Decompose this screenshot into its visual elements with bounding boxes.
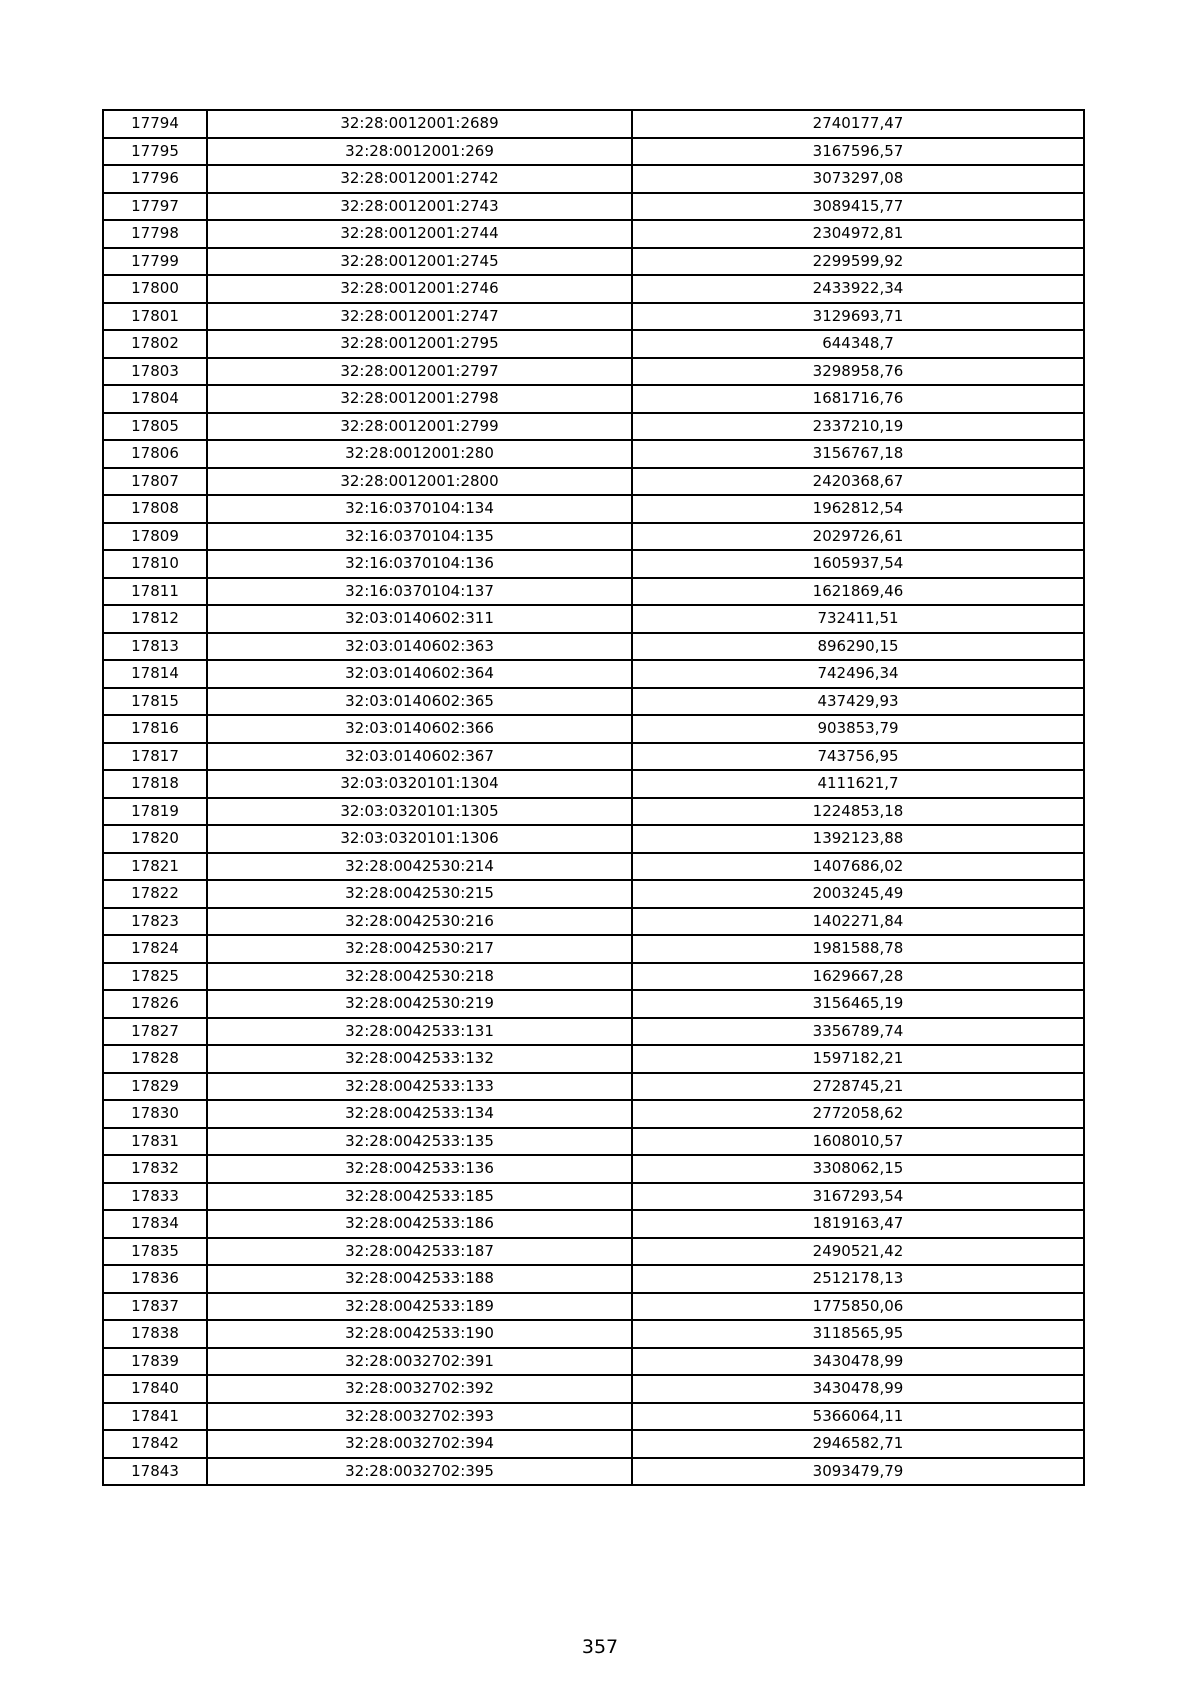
- cadastral-number-cell: 32:03:0140602:365: [207, 688, 632, 716]
- row-number-cell: 17835: [103, 1238, 207, 1266]
- table-row: [103, 660, 1084, 688]
- cadastral-number-cell: 32:16:0370104:134: [207, 495, 632, 523]
- cadastral-value-cell: 3156465,19: [632, 990, 1084, 1018]
- cadastral-number-cell: 32:28:0012001:2746: [207, 275, 632, 303]
- row-number-cell: 17832: [103, 1155, 207, 1183]
- cadastral-value-cell: 3129693,71: [632, 303, 1084, 331]
- cadastral-value-cell: 1608010,57: [632, 1128, 1084, 1156]
- row-number-cell: 17825: [103, 963, 207, 991]
- cadastral-value-cell: 1392123,88: [632, 825, 1084, 853]
- row-number-cell: 17797: [103, 193, 207, 221]
- cadastral-value-cell: 1681716,76: [632, 385, 1084, 413]
- row-number-cell: 17836: [103, 1265, 207, 1293]
- cadastral-value-cell: 3089415,77: [632, 193, 1084, 221]
- table-row: [103, 1073, 1084, 1101]
- row-number-cell: 17796: [103, 165, 207, 193]
- cadastral-value-cell: 2003245,49: [632, 880, 1084, 908]
- cadastral-value-cell: 2337210,19: [632, 413, 1084, 441]
- cadastral-number-cell: 32:28:0012001:280: [207, 440, 632, 468]
- cadastral-number-cell: 32:03:0140602:366: [207, 715, 632, 743]
- cadastral-value-cell: 4111621,7: [632, 770, 1084, 798]
- row-number-cell: 17812: [103, 605, 207, 633]
- row-number-cell: 17805: [103, 413, 207, 441]
- cadastral-number-cell: 32:28:0012001:2800: [207, 468, 632, 496]
- cadastral-value-cell: 2299599,92: [632, 248, 1084, 276]
- table-row: [103, 990, 1084, 1018]
- row-number-cell: 17798: [103, 220, 207, 248]
- row-number-cell: 17800: [103, 275, 207, 303]
- cadastral-number-cell: 32:16:0370104:137: [207, 578, 632, 606]
- table-row: [103, 605, 1084, 633]
- cadastral-value-cell: 3308062,15: [632, 1155, 1084, 1183]
- cadastral-value-cell: 1407686,02: [632, 853, 1084, 881]
- row-number-cell: 17813: [103, 633, 207, 661]
- row-number-cell: 17821: [103, 853, 207, 881]
- row-number-cell: 17841: [103, 1403, 207, 1431]
- row-number-cell: 17823: [103, 908, 207, 936]
- cadastral-number-cell: 32:28:0042533:133: [207, 1073, 632, 1101]
- row-number-cell: 17815: [103, 688, 207, 716]
- cadastral-number-cell: 32:28:0012001:2743: [207, 193, 632, 221]
- table-row: [103, 935, 1084, 963]
- table-row: [103, 193, 1084, 221]
- row-number-cell: 17802: [103, 330, 207, 358]
- cadastral-number-cell: 32:28:0012001:2747: [207, 303, 632, 331]
- table-row: [103, 1183, 1084, 1211]
- table-row: [103, 385, 1084, 413]
- cadastral-value-cell: 2420368,67: [632, 468, 1084, 496]
- row-number-cell: 17838: [103, 1320, 207, 1348]
- cadastral-value-cell: 3118565,95: [632, 1320, 1084, 1348]
- table-row: [103, 413, 1084, 441]
- cadastral-value-cell: 437429,93: [632, 688, 1084, 716]
- table-row: [103, 1348, 1084, 1376]
- cadastral-number-cell: 32:28:0042533:131: [207, 1018, 632, 1046]
- row-number-cell: 17827: [103, 1018, 207, 1046]
- row-number-cell: 17828: [103, 1045, 207, 1073]
- cadastral-number-cell: 32:28:0012001:2689: [207, 110, 632, 138]
- row-number-cell: 17806: [103, 440, 207, 468]
- cadastral-number-cell: 32:28:0012001:2798: [207, 385, 632, 413]
- cadastral-value-cell: 896290,15: [632, 633, 1084, 661]
- cadastral-value-cell: 2490521,42: [632, 1238, 1084, 1266]
- cadastral-number-cell: 32:28:0042533:190: [207, 1320, 632, 1348]
- cadastral-number-cell: 32:28:0012001:2745: [207, 248, 632, 276]
- cadastral-number-cell: 32:28:0012001:269: [207, 138, 632, 166]
- table-row: [103, 1293, 1084, 1321]
- row-number-cell: 17820: [103, 825, 207, 853]
- row-number-cell: 17794: [103, 110, 207, 138]
- row-number-cell: 17795: [103, 138, 207, 166]
- cadastral-number-cell: 32:28:0032702:393: [207, 1403, 632, 1431]
- table-row: [103, 578, 1084, 606]
- cadastral-value-cell: 5366064,11: [632, 1403, 1084, 1431]
- table-row: [103, 880, 1084, 908]
- cadastral-value-cell: 2772058,62: [632, 1100, 1084, 1128]
- cadastral-value-cell: 903853,79: [632, 715, 1084, 743]
- cadastral-number-cell: 32:28:0042533:186: [207, 1210, 632, 1238]
- registry-table-container: [102, 109, 1083, 1486]
- row-number-cell: 17816: [103, 715, 207, 743]
- table-row: [103, 715, 1084, 743]
- cadastral-value-cell: 1629667,28: [632, 963, 1084, 991]
- table-row: [103, 468, 1084, 496]
- cadastral-number-cell: 32:28:0012001:2795: [207, 330, 632, 358]
- cadastral-value-cell: 743756,95: [632, 743, 1084, 771]
- row-number-cell: 17817: [103, 743, 207, 771]
- cadastral-number-cell: 32:28:0042533:135: [207, 1128, 632, 1156]
- cadastral-value-cell: 1597182,21: [632, 1045, 1084, 1073]
- cadastral-number-cell: 32:28:0032702:395: [207, 1458, 632, 1486]
- table-row: [103, 908, 1084, 936]
- row-number-cell: 17829: [103, 1073, 207, 1101]
- row-number-cell: 17819: [103, 798, 207, 826]
- cadastral-value-cell: 1224853,18: [632, 798, 1084, 826]
- row-number-cell: 17842: [103, 1430, 207, 1458]
- cadastral-number-cell: 32:28:0042533:134: [207, 1100, 632, 1128]
- cadastral-number-cell: 32:28:0042533:189: [207, 1293, 632, 1321]
- table-row: [103, 798, 1084, 826]
- cadastral-value-cell: 2512178,13: [632, 1265, 1084, 1293]
- cadastral-number-cell: 32:28:0042533:185: [207, 1183, 632, 1211]
- cadastral-value-cell: 1402271,84: [632, 908, 1084, 936]
- row-number-cell: 17833: [103, 1183, 207, 1211]
- row-number-cell: 17809: [103, 523, 207, 551]
- row-number-cell: 17808: [103, 495, 207, 523]
- cadastral-number-cell: 32:28:0042533:187: [207, 1238, 632, 1266]
- cadastral-number-cell: 32:28:0042530:214: [207, 853, 632, 881]
- table-row: [103, 1210, 1084, 1238]
- table-row: [103, 275, 1084, 303]
- table-row: [103, 770, 1084, 798]
- row-number-cell: 17814: [103, 660, 207, 688]
- cadastral-value-cell: 2304972,81: [632, 220, 1084, 248]
- cadastral-value-cell: 1819163,47: [632, 1210, 1084, 1238]
- cadastral-number-cell: 32:28:0032702:391: [207, 1348, 632, 1376]
- row-number-cell: 17831: [103, 1128, 207, 1156]
- table-row: [103, 220, 1084, 248]
- table-row: [103, 358, 1084, 386]
- table-row: [103, 1320, 1084, 1348]
- cadastral-number-cell: 32:03:0140602:363: [207, 633, 632, 661]
- row-number-cell: 17804: [103, 385, 207, 413]
- cadastral-value-cell: 3298958,76: [632, 358, 1084, 386]
- page-number: 357: [581, 1636, 619, 1658]
- row-number-cell: 17840: [103, 1375, 207, 1403]
- table-row: [103, 1128, 1084, 1156]
- cadastral-number-cell: 32:28:0042533:188: [207, 1265, 632, 1293]
- cadastral-number-cell: 32:28:0042530:219: [207, 990, 632, 1018]
- row-number-cell: 17824: [103, 935, 207, 963]
- table-row: [103, 303, 1084, 331]
- cadastral-value-cell: 1775850,06: [632, 1293, 1084, 1321]
- cadastral-value-cell: 1605937,54: [632, 550, 1084, 578]
- cadastral-number-cell: 32:28:0042533:132: [207, 1045, 632, 1073]
- cadastral-number-cell: 32:28:0012001:2742: [207, 165, 632, 193]
- cadastral-number-cell: 32:03:0140602:364: [207, 660, 632, 688]
- cadastral-value-cell: 3430478,99: [632, 1375, 1084, 1403]
- cadastral-value-cell: 3156767,18: [632, 440, 1084, 468]
- row-number-cell: 17837: [103, 1293, 207, 1321]
- table-row: [103, 523, 1084, 551]
- table-row: [103, 1238, 1084, 1266]
- table-row: [103, 138, 1084, 166]
- table-row: [103, 1375, 1084, 1403]
- table-row: [103, 633, 1084, 661]
- row-number-cell: 17807: [103, 468, 207, 496]
- row-number-cell: 17818: [103, 770, 207, 798]
- cadastral-value-cell: 2029726,61: [632, 523, 1084, 551]
- table-row: [103, 248, 1084, 276]
- cadastral-value-cell: 2728745,21: [632, 1073, 1084, 1101]
- cadastral-value-table: [102, 109, 1085, 1486]
- cadastral-number-cell: 32:03:0320101:1306: [207, 825, 632, 853]
- table-row: [103, 1045, 1084, 1073]
- row-number-cell: 17822: [103, 880, 207, 908]
- cadastral-number-cell: 32:16:0370104:136: [207, 550, 632, 578]
- row-number-cell: 17810: [103, 550, 207, 578]
- row-number-cell: 17843: [103, 1458, 207, 1486]
- cadastral-value-cell: 3073297,08: [632, 165, 1084, 193]
- row-number-cell: 17826: [103, 990, 207, 1018]
- cadastral-value-cell: 1621869,46: [632, 578, 1084, 606]
- cadastral-value-cell: 732411,51: [632, 605, 1084, 633]
- cadastral-value-cell: 2433922,34: [632, 275, 1084, 303]
- table-row: [103, 330, 1084, 358]
- row-number-cell: 17839: [103, 1348, 207, 1376]
- cadastral-number-cell: 32:28:0042533:136: [207, 1155, 632, 1183]
- cadastral-value-cell: 2740177,47: [632, 110, 1084, 138]
- row-number-cell: 17803: [103, 358, 207, 386]
- table-row: [103, 963, 1084, 991]
- cadastral-number-cell: 32:28:0042530:218: [207, 963, 632, 991]
- table-row: [103, 1100, 1084, 1128]
- cadastral-number-cell: 32:28:0032702:394: [207, 1430, 632, 1458]
- cadastral-value-cell: 2946582,71: [632, 1430, 1084, 1458]
- table-row: [103, 825, 1084, 853]
- table-row: [103, 110, 1084, 138]
- cadastral-value-cell: 1981588,78: [632, 935, 1084, 963]
- cadastral-value-cell: 742496,34: [632, 660, 1084, 688]
- table-row: [103, 853, 1084, 881]
- table-row: [103, 1430, 1084, 1458]
- cadastral-number-cell: 32:28:0042530:216: [207, 908, 632, 936]
- table-row: [103, 1155, 1084, 1183]
- row-number-cell: 17834: [103, 1210, 207, 1238]
- cadastral-value-cell: 3093479,79: [632, 1458, 1084, 1486]
- cadastral-number-cell: 32:28:0042530:215: [207, 880, 632, 908]
- cadastral-number-cell: 32:03:0140602:367: [207, 743, 632, 771]
- table-row: [103, 688, 1084, 716]
- table-row: [103, 1403, 1084, 1431]
- table-row: [103, 1018, 1084, 1046]
- cadastral-value-cell: 3356789,74: [632, 1018, 1084, 1046]
- table-row: [103, 495, 1084, 523]
- cadastral-value-cell: 644348,7: [632, 330, 1084, 358]
- row-number-cell: 17830: [103, 1100, 207, 1128]
- table-row: [103, 1265, 1084, 1293]
- cadastral-number-cell: 32:16:0370104:135: [207, 523, 632, 551]
- cadastral-value-cell: 3430478,99: [632, 1348, 1084, 1376]
- table-row: [103, 440, 1084, 468]
- table-row: [103, 1458, 1084, 1486]
- cadastral-number-cell: 32:28:0042530:217: [207, 935, 632, 963]
- table-row: [103, 165, 1084, 193]
- cadastral-value-cell: 1962812,54: [632, 495, 1084, 523]
- cadastral-number-cell: 32:28:0012001:2797: [207, 358, 632, 386]
- cadastral-value-cell: 3167596,57: [632, 138, 1084, 166]
- cadastral-number-cell: 32:28:0012001:2744: [207, 220, 632, 248]
- cadastral-number-cell: 32:03:0320101:1304: [207, 770, 632, 798]
- cadastral-number-cell: 32:03:0320101:1305: [207, 798, 632, 826]
- row-number-cell: 17811: [103, 578, 207, 606]
- cadastral-number-cell: 32:28:0032702:392: [207, 1375, 632, 1403]
- row-number-cell: 17801: [103, 303, 207, 331]
- table-row: [103, 550, 1084, 578]
- row-number-cell: 17799: [103, 248, 207, 276]
- cadastral-value-cell: 3167293,54: [632, 1183, 1084, 1211]
- cadastral-number-cell: 32:28:0012001:2799: [207, 413, 632, 441]
- cadastral-number-cell: 32:03:0140602:311: [207, 605, 632, 633]
- table-body: [103, 110, 1084, 1485]
- table-row: [103, 743, 1084, 771]
